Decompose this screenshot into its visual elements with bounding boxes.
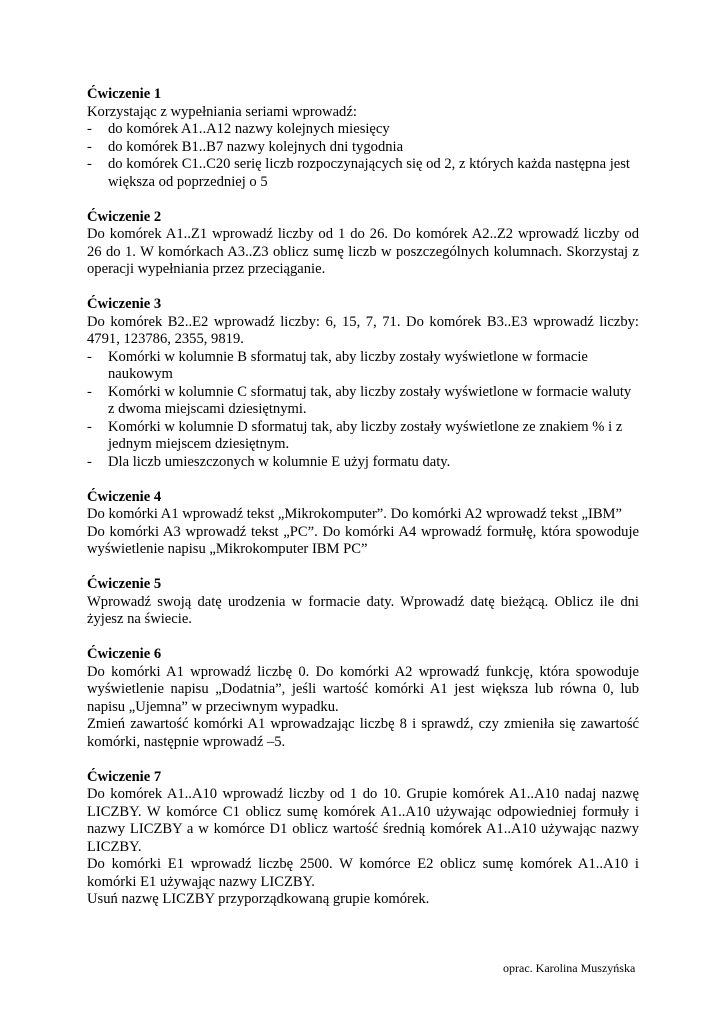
- exercise-text: Do komórek A1..Z1 wprowadź liczby od 1 do 26. Do komórek A2..Z2 wprowadź liczby od 26 do 1. W komórkach A3..Z3 oblicz sumę liczb w poszczególnych kolumnach. Skorzystaj z operacji wypełniania przez przeciąganie.: [87, 226, 639, 277]
- list-item-text: Komórki w kolumnie D sformatuj tak, aby liczby zostały wyświetlone ze znakiem % i z jednym miejscem dziesiętnym.: [108, 418, 623, 452]
- exercise-2: [87, 209, 639, 279]
- exercise-text: Do komórki E1 wprowadź liczbę 2500. W komórce E2 oblicz sumę komórek A1..A10 i komórki E1 używając nazwy LICZBY.: [87, 856, 639, 890]
- exercise-list: [87, 349, 639, 472]
- exercise-3: [87, 296, 639, 471]
- exercise-4: [87, 489, 639, 559]
- exercise-title: Ćwiczenie 1: [87, 86, 162, 102]
- list-item: - do komórek B1..B7 nazwy kolejnych dni tygodnia: [87, 138, 404, 155]
- exercise-title: Ćwiczenie 3: [87, 296, 162, 312]
- exercise-text: Zmień zawartość komórki A1 wprowadzając liczbę 8 i sprawdź, czy zmieniła się zawartość komórki, następnie wprowadź –5.: [87, 716, 639, 750]
- exercise-list: [87, 121, 639, 191]
- exercise-text: Do komórek B2..E2 wprowadź liczby: 6, 15, 7, 71. Do komórek B3..E3 wprowadź liczby: 4791, 123786, 2355, 9819.: [87, 313, 639, 347]
- author-footer: oprac. Karolina Muszyńska: [503, 961, 636, 975]
- list-item: - Komórki w kolumnie C sformatuj tak, aby liczby zostały wyświetlone w formacie waluty z dwoma miejscami dziesiętnymi.: [87, 383, 632, 417]
- exercise-title: Ćwiczenie 7: [87, 768, 162, 785]
- list-item: - Dla liczb umieszczonych w kolumnie E użyj formatu daty.: [87, 453, 451, 470]
- list-item-text: do komórek C1..C20 serię liczb rozpoczynających się od 2, z których każda następna jest większa od poprzedniej o 5: [108, 156, 630, 190]
- list-item: - Komórki w kolumnie B sformatuj tak, aby liczby zostały wyświetlone w formacie naukowym: [87, 348, 588, 382]
- exercise-text: Do komórki A1 wprowadź tekst „Mikrokomputer”. Do komórki A2 wprowadź tekst „IBM”: [87, 506, 623, 522]
- exercise-title: Ćwiczenie 6: [87, 646, 162, 662]
- exercise-1: [87, 86, 639, 191]
- exercise-6: [87, 646, 639, 751]
- list-item: - Komórki w kolumnie D sformatuj tak, aby liczby zostały wyświetlone ze znakiem % i z jednym miejscem dziesiętnym.: [87, 418, 623, 452]
- list-item: - do komórek A1..A12 nazwy kolejnych miesięcy: [87, 121, 390, 137]
- list-item-text: do komórek B1..B7 nazwy kolejnych dni tygodnia: [108, 138, 404, 155]
- exercise-text: Do komórki A1 wprowadź liczbę 0. Do komórki A2 wprowadź funkcję, która spowoduje wyświetlenie napisu „Dodatnia”, jeśli wartość komórki A1 jest większa lub równa 0, lub napisu „Ujemna” w przeciwnym wypadku.: [87, 663, 639, 715]
- exercise-text: Usuń nazwę LICZBY przyporządkowaną grupie komórek.: [87, 891, 430, 907]
- list-item-text: do komórek A1..A12 nazwy kolejnych miesięcy: [108, 121, 390, 137]
- exercise-text: Do komórek A1..A10 wprowadź liczby od 1 do 10. Grupie komórek A1..A10 nadaj nazwę LICZBY. W komórce C1 oblicz sumę komórek A1..A10 używając odpowiedniej formuły i nazwy LICZBY a w komórce D1 oblicz wartość średnią komórek A1..A10 używając nazwy LICZBY.: [87, 786, 639, 855]
- document-page: [87, 86, 639, 926]
- exercise-title: Ćwiczenie 5: [87, 576, 162, 592]
- exercise-text: Wprowadź swoją datę urodzenia w formacie daty. Wprowadź datę bieżącą. Oblicz ile dni żyjesz na świecie.: [87, 593, 639, 627]
- exercise-text: Do komórki A3 wprowadź tekst „PC”. Do komórki A4 wprowadź formułę, która spowoduje wyświetlenie napisu „Mikrokomputer IBM PC”: [87, 523, 639, 557]
- exercise-5: [87, 576, 639, 629]
- exercise-text: Korzystając z wypełniania seriami wprowadź:: [87, 103, 357, 120]
- list-item-text: Dla liczb umieszczonych w kolumnie E użyj formatu daty.: [108, 453, 451, 470]
- exercise-title: Ćwiczenie 4: [87, 488, 162, 505]
- exercise-7: [87, 769, 639, 909]
- exercise-title: Ćwiczenie 2: [87, 208, 162, 225]
- list-item: - do komórek C1..C20 serię liczb rozpoczynających się od 2, z których każda następna jest większa od poprzedniej o 5: [87, 156, 630, 190]
- list-item-text: Komórki w kolumnie C sformatuj tak, aby liczby zostały wyświetlone w formacie waluty z dwoma miejscami dziesiętnymi.: [108, 383, 632, 417]
- list-item-text: Komórki w kolumnie B sformatuj tak, aby liczby zostały wyświetlone w formacie naukowym: [108, 348, 588, 382]
